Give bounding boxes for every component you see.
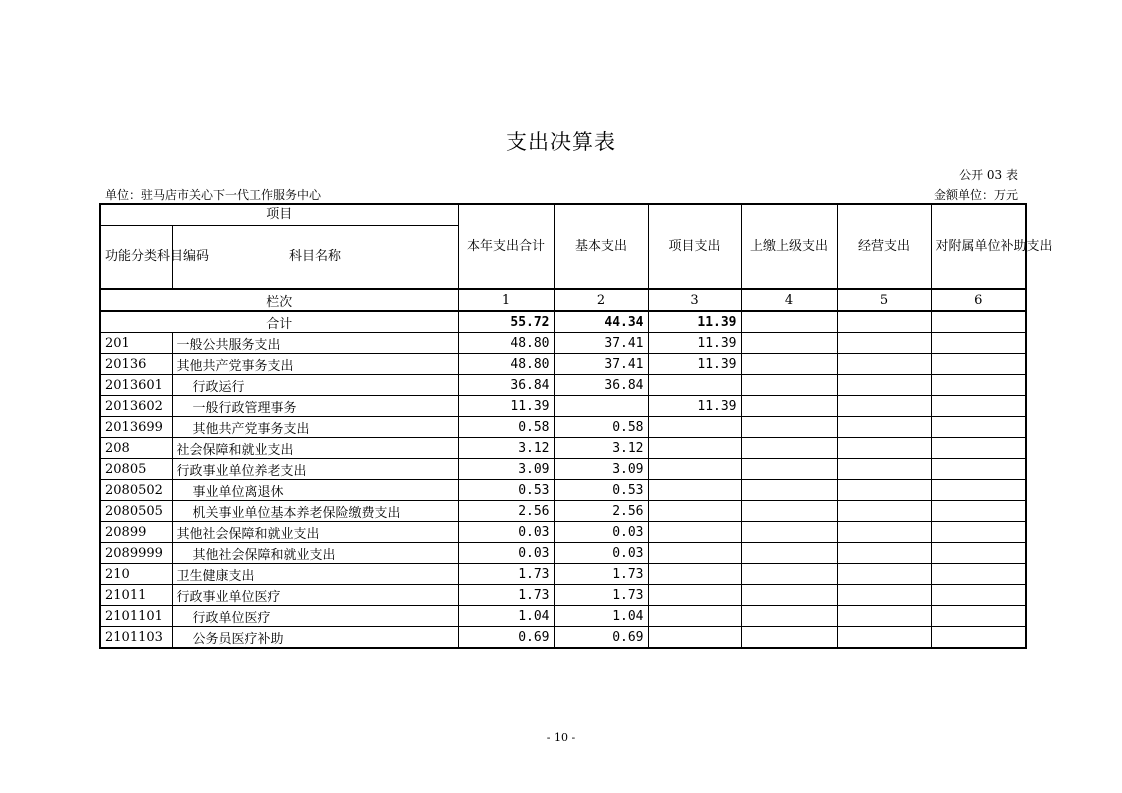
row-basic: 37.41 (554, 354, 648, 375)
row-subsidy (931, 333, 1026, 354)
table-row (100, 438, 1026, 459)
row-basic: 0.03 (554, 543, 648, 564)
row-project (648, 375, 741, 396)
column-index: 5 (837, 289, 931, 311)
row-operation (837, 438, 931, 459)
row-subsidy (931, 459, 1026, 480)
row-basic: 1.73 (554, 585, 648, 606)
table-row (100, 585, 1026, 606)
row-basic: 37.41 (554, 333, 648, 354)
row-name: 一般公共服务支出 (172, 333, 458, 354)
form-number: 公开 03 表 (959, 168, 1018, 182)
row-code: 20899 (100, 522, 172, 543)
row-operation (837, 480, 931, 501)
page-number: - 10 - (546, 731, 576, 744)
header-col-basic: 基本支出 (554, 204, 648, 289)
row-upper (741, 438, 837, 459)
row-name: 一般行政管理事务 (172, 396, 458, 417)
row-code: 208 (100, 438, 172, 459)
page-title: 支出决算表 (506, 130, 616, 154)
row-subsidy (931, 438, 1026, 459)
table-row (100, 522, 1026, 543)
row-operation (837, 396, 931, 417)
row-upper (741, 501, 837, 522)
row-operation (837, 417, 931, 438)
expenditure-table (99, 203, 1053, 649)
row-upper (741, 522, 837, 543)
row-total: 3.12 (458, 438, 554, 459)
row-code: 2013601 (100, 375, 172, 396)
table-row (100, 606, 1026, 627)
header-col-project: 项目支出 (648, 204, 741, 289)
row-total: 48.80 (458, 354, 554, 375)
row-total: 2.56 (458, 501, 554, 522)
row-basic: 0.58 (554, 417, 648, 438)
row-name: 行政事业单位医疗 (172, 585, 458, 606)
row-project (648, 564, 741, 585)
row-total: 3.09 (458, 459, 554, 480)
row-operation (837, 585, 931, 606)
table-row (100, 543, 1026, 564)
row-basic: 1.04 (554, 606, 648, 627)
row-basic: 2.56 (554, 501, 648, 522)
column-index-row (100, 289, 1026, 311)
row-subsidy (931, 627, 1026, 649)
row-total: 0.69 (458, 627, 554, 649)
row-operation (837, 522, 931, 543)
row-basic: 3.09 (554, 459, 648, 480)
row-upper (741, 606, 837, 627)
row-upper (741, 333, 837, 354)
amount-unit-label: 金额单位：万元 (933, 188, 1018, 202)
row-project (648, 501, 741, 522)
table-row (100, 417, 1026, 438)
row-code: 2080502 (100, 480, 172, 501)
row-basic: 1.73 (554, 564, 648, 585)
column-index: 4 (741, 289, 837, 311)
header-col-total: 本年支出合计 (458, 204, 554, 289)
header-item: 项目 (100, 204, 458, 226)
total-subsidy (931, 311, 1026, 333)
row-name: 其他共产党事务支出 (172, 417, 458, 438)
row-subsidy (931, 564, 1026, 585)
row-code: 2089999 (100, 543, 172, 564)
row-upper (741, 396, 837, 417)
row-name: 其他共产党事务支出 (172, 354, 458, 375)
header-func-code: 功能分类科目编码 (100, 226, 172, 290)
row-subsidy (931, 522, 1026, 543)
row-subsidy (931, 585, 1026, 606)
total-operation (837, 311, 931, 333)
header-col-operation: 经营支出 (837, 204, 931, 289)
row-project: 11.39 (648, 396, 741, 417)
total-basic: 44.34 (554, 311, 648, 333)
row-operation (837, 375, 931, 396)
row-name: 社会保障和就业支出 (172, 438, 458, 459)
row-code: 201 (100, 333, 172, 354)
row-subsidy (931, 396, 1026, 417)
table-row (100, 333, 1026, 354)
row-total: 0.03 (458, 543, 554, 564)
row-subsidy (931, 543, 1026, 564)
total-row (100, 311, 1026, 333)
row-basic: 36.84 (554, 375, 648, 396)
row-code: 2013699 (100, 417, 172, 438)
row-total: 48.80 (458, 333, 554, 354)
row-basic: 0.69 (554, 627, 648, 649)
row-code: 2080505 (100, 501, 172, 522)
row-code: 20805 (100, 459, 172, 480)
row-upper (741, 543, 837, 564)
row-subsidy (931, 480, 1026, 501)
row-name: 其他社会保障和就业支出 (172, 543, 458, 564)
row-basic: 3.12 (554, 438, 648, 459)
row-code: 21011 (100, 585, 172, 606)
row-upper (741, 480, 837, 501)
row-upper (741, 354, 837, 375)
row-name: 行政事业单位养老支出 (172, 459, 458, 480)
header-col-upper: 上缴上级支出 (741, 204, 837, 289)
row-code: 2101103 (100, 627, 172, 649)
row-upper (741, 417, 837, 438)
row-upper (741, 585, 837, 606)
row-code: 210 (100, 564, 172, 585)
row-operation (837, 333, 931, 354)
row-operation (837, 564, 931, 585)
row-project (648, 627, 741, 649)
table-row (100, 501, 1026, 522)
row-code: 20136 (100, 354, 172, 375)
table-row (100, 564, 1026, 585)
row-basic (554, 396, 648, 417)
column-index-label: 栏次 (100, 289, 458, 311)
row-project (648, 543, 741, 564)
row-total: 0.03 (458, 522, 554, 543)
row-total: 36.84 (458, 375, 554, 396)
total-project: 11.39 (648, 311, 741, 333)
column-index: 1 (458, 289, 554, 311)
row-project (648, 585, 741, 606)
row-upper (741, 627, 837, 649)
row-project (648, 417, 741, 438)
row-project (648, 459, 741, 480)
row-operation (837, 543, 931, 564)
row-code: 2013602 (100, 396, 172, 417)
row-name: 事业单位离退休 (172, 480, 458, 501)
column-index: 2 (554, 289, 648, 311)
row-operation (837, 501, 931, 522)
row-total: 0.58 (458, 417, 554, 438)
column-index: 6 (931, 289, 1026, 311)
row-total: 1.73 (458, 585, 554, 606)
header-subject-name: 科目名称 (172, 226, 458, 290)
row-subsidy (931, 354, 1026, 375)
row-name: 卫生健康支出 (172, 564, 458, 585)
row-subsidy (931, 375, 1026, 396)
table-row (100, 459, 1026, 480)
row-operation (837, 354, 931, 375)
row-upper (741, 564, 837, 585)
row-total: 1.04 (458, 606, 554, 627)
row-subsidy (931, 417, 1026, 438)
row-basic: 0.53 (554, 480, 648, 501)
row-project (648, 480, 741, 501)
row-project (648, 606, 741, 627)
table-row (100, 627, 1026, 649)
header-col-subsidy: 对附属单位补助支出 (931, 204, 1026, 289)
table-row (100, 480, 1026, 501)
unit-label: 单位：驻马店市关心下一代工作服务中心 (105, 188, 322, 202)
row-total: 11.39 (458, 396, 554, 417)
row-subsidy (931, 606, 1026, 627)
row-project: 11.39 (648, 333, 741, 354)
total-value: 55.72 (458, 311, 554, 333)
total-upper (741, 311, 837, 333)
row-project: 11.39 (648, 354, 741, 375)
row-basic: 0.03 (554, 522, 648, 543)
column-index: 3 (648, 289, 741, 311)
row-project (648, 438, 741, 459)
table-row (100, 375, 1026, 396)
row-total: 1.73 (458, 564, 554, 585)
table-row (100, 396, 1026, 417)
row-name: 公务员医疗补助 (172, 627, 458, 649)
row-name: 其他社会保障和就业支出 (172, 522, 458, 543)
row-operation (837, 459, 931, 480)
row-operation (837, 606, 931, 627)
row-upper (741, 375, 837, 396)
row-total: 0.53 (458, 480, 554, 501)
row-subsidy (931, 501, 1026, 522)
row-operation (837, 627, 931, 649)
header-row-1 (100, 204, 1026, 226)
row-code: 2101101 (100, 606, 172, 627)
row-name: 机关事业单位基本养老保险缴费支出 (172, 501, 458, 522)
row-upper (741, 459, 837, 480)
total-label: 合计 (100, 311, 458, 333)
row-name: 行政运行 (172, 375, 458, 396)
row-project (648, 522, 741, 543)
table-row (100, 354, 1026, 375)
row-name: 行政单位医疗 (172, 606, 458, 627)
